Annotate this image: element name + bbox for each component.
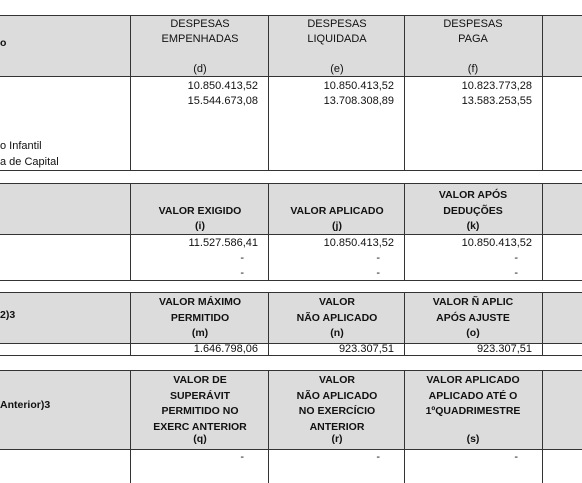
section2-k-row3: - [514, 267, 518, 279]
section4-s-row1: - [514, 451, 518, 463]
section4-col-s-code: (s) [466, 433, 480, 445]
section2-col-i-code: (i) [195, 220, 205, 232]
section3-label: 2)3 [0, 309, 16, 321]
section1-col-f-code: (f) [467, 63, 479, 75]
section2-i-row1: 11.527.586,41 [188, 237, 258, 249]
section2-j-row2: - [376, 252, 380, 264]
section3-col-o-code: (o) [466, 327, 480, 339]
section1-col-e-code: (e) [330, 63, 344, 75]
section3-col-n-title: VALOR NÃO APLICADO [296, 296, 378, 324]
section3-n-row1: 923.307,51 [338, 343, 394, 355]
section1-col-e-title: DESPESAS LIQUIDADA [307, 18, 367, 45]
section2-i-row2: - [240, 252, 244, 264]
section4-col-q-code: (q) [193, 433, 207, 445]
section4-col-r-title: VALOR NÃO APLICADO NO EXERCÍCIO ANTERIOR [296, 374, 378, 433]
section3-col-m-title: VALOR MÁXIMO PERMITIDO [158, 296, 242, 324]
section1-d-row1: 10.850.413,52 [187, 80, 258, 92]
section2-j-row3: - [376, 267, 380, 279]
section4-col-r-code: (r) [331, 433, 343, 445]
section1-e-row1: 10.850.413,52 [323, 80, 394, 92]
section1-row-label-1: o Infantil [0, 140, 42, 152]
section2-k-row1: 10.850.413,52 [461, 237, 532, 249]
section1-col-d-code: (d) [193, 63, 207, 75]
section2-col-k-title: VALOR APÓS DEDUÇÕES [438, 189, 508, 217]
section1-f-row1: 10.823.773,28 [461, 80, 532, 92]
section1-col-f-title: DESPESAS PAGA [443, 18, 503, 45]
section4-col-q-title: VALOR DE SUPERÁVIT PERMITIDO NO EXERC ANTERIOR [153, 374, 247, 433]
section1-bottom-line [0, 170, 582, 171]
section2-i-row3: - [240, 267, 244, 279]
section1-d-row2: 15.544.673,08 [187, 95, 258, 107]
section2-j-row1: 10.850.413,52 [323, 237, 394, 249]
section4-r-row1: - [376, 451, 380, 463]
section2-col-k-code: (k) [466, 220, 480, 232]
section1-col-d-title: DESPESAS EMPENHADAS [161, 18, 239, 45]
section3-col-m-code: (m) [191, 327, 209, 339]
section1-row-label-2: a de Capital [0, 156, 59, 168]
section3-m-row1: 1.646.798,06 [193, 343, 258, 355]
section4-col-s-title: VALOR APLICADO APLICADO ATÉ O 1ºQUADRIMESTRE [425, 374, 521, 417]
section1-label: o [0, 37, 7, 49]
section1-f-row2: 13.583.253,55 [461, 95, 532, 107]
section2-k-row2: - [514, 252, 518, 264]
section3-o-row1: 923.307,51 [476, 343, 532, 355]
section3-col-o-title: VALOR Ñ APLIC APÓS AJUSTE [432, 296, 514, 324]
section3-col-n-code: (n) [330, 327, 344, 339]
section2-col-i-title: VALOR EXIGIDO [158, 205, 242, 217]
section4-label: Anterior)3 [0, 399, 51, 411]
section4-q-row1: - [240, 451, 244, 463]
section2-col-j-title: VALOR APLICADO [290, 205, 384, 217]
section3-bottom-line [0, 355, 582, 356]
section2-col-j-code: (j) [332, 220, 342, 232]
section2-bottom-line [0, 280, 582, 281]
section1-e-row2: 13.708.308,89 [323, 95, 394, 107]
